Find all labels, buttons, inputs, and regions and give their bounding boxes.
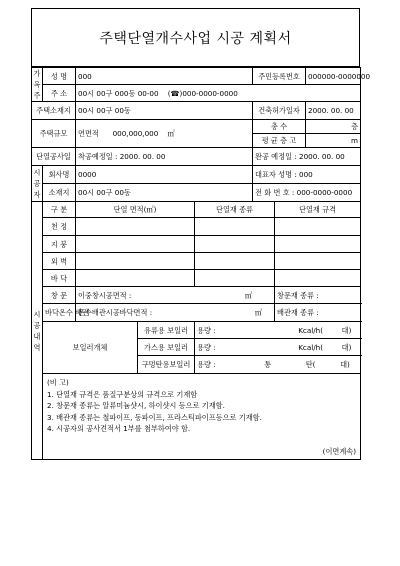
note-line: 3. 배관재 종류는 철파이프, 동파이프, 프라스틱파이프등으로 기재함. <box>47 412 262 422</box>
floor-type-field[interactable] <box>195 270 275 287</box>
floor-area-field[interactable] <box>76 120 253 148</box>
start-date-value: 2000. 00. 00 <box>119 152 166 161</box>
regno-label: 주민등록번호 <box>253 68 306 85</box>
form-title-box <box>31 8 360 67</box>
gas-boiler-unit: Kcal/h( <box>298 342 324 352</box>
briquette-boiler-unit-mid: 통 <box>264 360 272 369</box>
avg-height-field[interactable]: m <box>306 134 361 148</box>
window-area-label: 이중창시공면적 : <box>78 290 132 300</box>
window-area-unit: ㎡ <box>244 290 253 300</box>
pipe-area-unit: ㎡ <box>254 308 263 317</box>
window-area-field[interactable] <box>76 287 275 304</box>
contractor-phone-value: 000-0000-0000 <box>296 188 353 197</box>
permit-date-label: 건축허가일자 <box>253 102 306 120</box>
ceiling-type-field[interactable] <box>195 218 275 236</box>
details-header-part: 구 분 <box>43 202 76 218</box>
oil-boiler-capacity-field[interactable] <box>195 322 361 339</box>
part-floor: 바 닥 <box>43 270 76 287</box>
end-date-field[interactable] <box>253 148 361 166</box>
notes-box <box>43 374 361 460</box>
part-ceiling: 천 정 <box>43 218 76 236</box>
oil-boiler-count: 대) <box>341 325 352 335</box>
wall-spec-field[interactable] <box>275 253 361 270</box>
floor-area-unit: ㎡ <box>167 129 175 138</box>
part-roof: 지 붕 <box>43 236 76 253</box>
start-date-label: 착공예정일 : <box>78 152 118 161</box>
pipe-type-field[interactable] <box>275 304 361 322</box>
roof-type-field[interactable] <box>195 236 275 253</box>
contractor-phone-field[interactable] <box>253 184 361 202</box>
resident-phone-value: 000-0000-0000 <box>182 88 238 98</box>
oil-boiler-unit: Kcal/h( <box>298 325 324 335</box>
floor-area-label: 연면적 <box>78 129 99 138</box>
continued-label: (이면계속) <box>322 447 357 456</box>
construction-period-label: 단열공사일 <box>32 148 76 166</box>
floor-area-ins-field[interactable] <box>76 270 195 287</box>
details-header-area: 단열 면적(㎡) <box>76 202 195 218</box>
pipe-area-label: 온수배관시공바닥면적 : <box>78 308 153 317</box>
total-floors-label: 총 수 <box>253 120 306 134</box>
start-date-field[interactable] <box>76 148 253 166</box>
company-field[interactable]: 0000 <box>76 166 253 184</box>
end-date-value: 2000. 00. 00 <box>299 152 345 161</box>
briquette-boiler-count: 대) <box>340 360 350 369</box>
house-scale-label: 주택규모 <box>32 120 76 148</box>
name-label: 성 명 <box>43 68 76 85</box>
house-location-field[interactable]: 00시 00구 00동 <box>76 102 253 120</box>
resident-label: 가옥주 <box>32 68 43 102</box>
note-line: 2. 창문재 종류는 알류미늄샷시, 하이샷시 등으로 기재함. <box>47 401 225 410</box>
contractor-label: 시공자 <box>32 166 43 202</box>
briquette-boiler-unit: 탄( <box>305 360 316 369</box>
contractor-phone-label: 전 화 번 호 : <box>255 188 295 197</box>
plan-form-table <box>31 67 371 460</box>
pipe-label: 바닥온수 배관 <box>43 304 76 322</box>
oil-boiler-cap-label: 용량 : <box>197 325 216 335</box>
gas-boiler-cap-label: 용량 : <box>197 342 216 352</box>
rep-name-value: 000 <box>299 170 313 179</box>
total-floors-field[interactable]: 층 <box>306 120 361 134</box>
boiler-label: 보일러개체 <box>43 322 138 374</box>
rep-name-field[interactable] <box>253 166 361 184</box>
briquette-boiler-label: 구멍탄용보일러 <box>138 356 195 374</box>
wall-area-field[interactable] <box>76 253 195 270</box>
end-date-label: 완공 예정일 : <box>255 152 297 161</box>
address-field[interactable]: 00시 00구 000동 00-00 (☎)000-0000-0000 <box>76 85 361 102</box>
ceiling-area-field[interactable] <box>76 218 195 236</box>
part-wall: 외 벽 <box>43 253 76 270</box>
briquette-boiler-capacity-field[interactable] <box>195 356 361 374</box>
briquette-boiler-cap-label: 용량 : <box>197 360 216 369</box>
regno-field[interactable]: 000000-0000000 <box>306 68 361 85</box>
notes-header: (비 고) <box>47 378 69 387</box>
details-side-label: 시 공 내 역 <box>32 202 43 460</box>
roof-spec-field[interactable] <box>275 236 361 253</box>
gas-boiler-count: 대) <box>341 342 352 352</box>
window-type-field[interactable] <box>275 287 361 304</box>
pipe-area-field[interactable] <box>76 304 275 322</box>
house-location-label: 주택소재지 <box>32 102 76 120</box>
contractor-location-field[interactable]: 00시 00구 00동 <box>76 184 253 202</box>
ceiling-spec-field[interactable] <box>275 218 361 236</box>
pipe-type-label: 배관재 종류 : <box>277 308 319 317</box>
details-header-type: 단열재 종류 <box>195 202 275 218</box>
rep-name-label: 대표자 성명 : <box>255 170 297 179</box>
address-label: 주 소 <box>43 85 76 102</box>
permit-date-field[interactable]: 2000. 00. 00 <box>306 102 361 120</box>
phone-icon: ☎ <box>170 88 180 98</box>
window-label: 창 문 <box>43 287 76 304</box>
wall-type-field[interactable] <box>195 253 275 270</box>
note-line: 4. 시공자의 공사견적서 1부를 첨부하여야 함. <box>47 424 191 433</box>
note-line: 1. 단열재 규격은 품질구분상의 규격으로 기재함 <box>47 389 198 399</box>
floor-area-value: 000,000,000 <box>112 129 159 138</box>
roof-area-field[interactable] <box>76 236 195 253</box>
address-value: 00시 00구 000동 00-00 <box>78 88 159 98</box>
window-type-label: 창문재 종류 : <box>277 290 319 300</box>
name-field[interactable]: 000 <box>76 68 253 85</box>
contractor-location-label: 소재지 <box>43 184 76 202</box>
company-label: 회사명 <box>43 166 76 184</box>
avg-height-label: 평 균 층 고 <box>253 134 306 148</box>
details-header-spec: 단열재 규격 <box>275 202 361 218</box>
form-title: 주택단열개수사업 시공 계획서 <box>99 31 292 47</box>
floor-spec-field[interactable] <box>275 270 361 287</box>
gas-boiler-label: 가스용 보일러 <box>138 339 195 356</box>
gas-boiler-capacity-field[interactable] <box>195 339 361 356</box>
oil-boiler-label: 유류용 보일러 <box>138 322 195 339</box>
